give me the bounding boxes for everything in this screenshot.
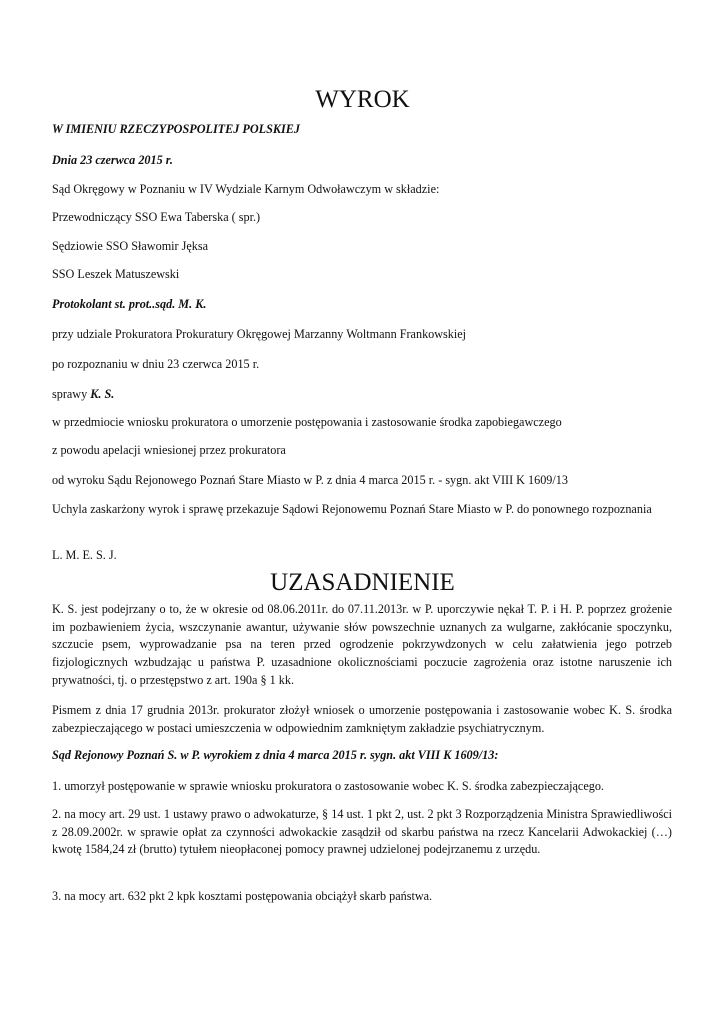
case-judgment: od wyroku Sądu Rejonowego Poznań Stare Miasto w P. z dnia 4 marca 2015 r. - sygn. akt VIII K 1609/13 (52, 473, 568, 487)
justification-paragraph-1: K. S. jest podejrzany o to, że w okresie od 08.06.2011r. do 07.11.2013r. w P. uporczywie nękał T. P. i H. P. poprzez grożenie im pozbawieniem życia, wszczynanie awantur, używanie słów powszechnie uznanych za wulgarne, zakłócanie spoczynku, szczucie psem, wyprowadzanie psa na teren przed ogrodzenie pokrzywdzonych w celu załatwienia jego potrzeb fizjologicznych wzbudzając u państwa P. uzasadnione okolicznościami poczucie zagrożenia oraz istotne naruszenie ich prywatności, tj. o przestępstwo z art. 190a § 1 kk. (52, 602, 672, 687)
court-composition: Sąd Okręgowy w Poznaniu w IV Wydziale Karnym Odwoławczym w składzie: (52, 182, 440, 196)
ruling-paragraph: Uchyla zaskarżony wyrok i sprawę przekazuje Sądowi Rejonowemu Poznań Stare Miasto w P. do ponownego rozpoznania (52, 502, 652, 516)
case-appeal: z powodu apelacji wniesionej przez prokuratora (52, 443, 286, 457)
ruling-item-2: 2. na mocy art. 29 ust. 1 ustawy prawo o adwokaturze, § 14 ust. 1 pkt 2, ust. 2 pkt 3 Rozporządzenia Ministra Sprawiedliwości z 28.09.2002r. w sprawie opłat za czynności adwokackie zasądził od skarbu państwa na rzecz Kancelarii Adwokackiej (…) kwotę 1584,24 zł (brutto) tytułem nieopłaconej pomocy prawnej udzielonej podejrzanemu z urzędu. (52, 807, 672, 857)
court-judges: Sędziowie SSO Sławomir Jęksa (52, 239, 209, 253)
case-party-line (52, 386, 114, 402)
justification-title: UZASADNIENIE (270, 569, 455, 596)
justification-paragraph-2: Pismem z dnia 17 grudnia 2013r. prokurator złożył wniosek o umorzenie postępowania i zastosowanie wobec K. S. środka zabezpieczającego w postaci umieszczenia w odpowiednim zamkniętym zakładzie psychiatrycznym. (52, 703, 672, 735)
court-clerk: Protokolant st. prot..sąd. M. K. (52, 297, 207, 311)
justification-paragraph-3: Sąd Rejonowy Poznań S. w P. wyrokiem z dnia 4 marca 2015 r. sygn. akt VIII K 1609/13: (52, 748, 499, 762)
document-title: WYROK (315, 86, 410, 113)
court-judge-2: SSO Leszek Matuszewski (52, 267, 180, 281)
subtitle-republic: W IMIENIU RZECZYPOSPOLITEJ POLSKIEJ (52, 122, 300, 136)
court-chair: Przewodniczący SSO Ewa Taberska ( spr.) (52, 210, 261, 224)
case-subject: w przedmiocie wniosku prokuratora o umorzenie postępowania i zastosowanie środka zapobiegawczego (52, 415, 562, 429)
case-prefix: sprawy (52, 387, 91, 401)
prosecutor-line: przy udziale Prokuratora Prokuratury Okręgowej Marzanny Woltmann Frankowskiej (52, 327, 467, 341)
judgment-date: Dnia 23 czerwca 2015 r. (52, 153, 173, 167)
ruling-item-3: 3. na mocy art. 632 pkt 2 kpk kosztami postępowania obciążył skarb państwa. (52, 889, 433, 903)
ruling-item-1: 1. umorzył postępowanie w sprawie wniosku prokuratora o zastosowanie wobec K. S. środka zabezpieczającego. (52, 779, 604, 793)
signature-initials: L. M. E. S. J. (52, 548, 117, 562)
case-party: K. S. (90, 387, 115, 401)
hearing-date: po rozpoznaniu w dniu 23 czerwca 2015 r. (52, 357, 260, 371)
